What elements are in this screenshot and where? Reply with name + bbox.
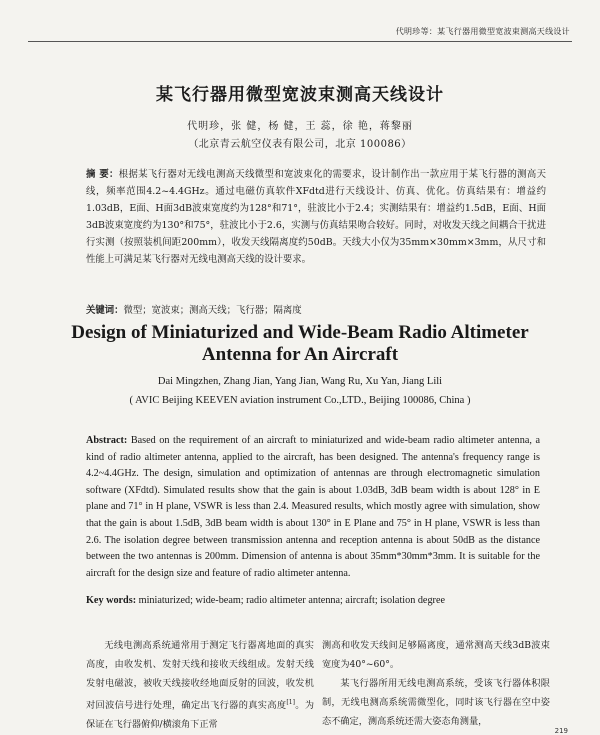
left-column-text: 无线电测高系统通常用于测定飞行器离地面的真实高度，由收发机、发射天线和接收天线组成。发射天线发射电磁波，被收天线接收经地面反射的回波，收发机对回波信号进行处理，确定出飞行器的真实高度 [86, 640, 314, 712]
running-header: 代明珍等：某飞行器用微型宽波束测高天线设计 [395, 27, 570, 36]
english-abstract-text: Based on the requirement of an aircraft to miniaturized and wide-beam radio altimeter antenna, a kind of radio altimeter antenna, applied to the aircraft, has been designed. The antenna's frequency range is 4.2~4.4GHz. The design, simulation and optimization of antennas are through electromagnetic simulation software (XFdtd). Simulated results show that the gain is about 1.03dB, 3dB beam width is about 128° in E plane and 71° in H plane, VSWR is less than 2.4. Measured results, which mostly agree with simulation, show that the gain is about 1.5dB, 3dB beam width is about 130° in E Plane and 75° in H plane, VSWR is less than 2.6. The isolation degree between transmission antenna and reception antenna is about 50dB as the distance between the two antennas is 200mm. Dimension of antenna is about 35mm*30mm*3mm. It is suitable for the aircraft for the design size and feature of radio altimeter antenna. [86, 435, 540, 579]
chinese-keywords-text: 微型；宽波束；测高天线；飞行器；隔离度 [123, 305, 302, 316]
left-column-tail: 。为保证在飞行器俯仰/横滚角下正常 [86, 700, 315, 731]
chinese-keywords-label: 关键词： [86, 305, 124, 316]
right-column-paragraph-2-text: 某飞行器所用无线电测高系统，受该飞行器体积限制，无线电测高系统需微型化，同时该飞行器在空中姿态不确定，测高系统还需大姿态角测量， [322, 678, 550, 727]
chinese-title: 某飞行器用微型宽波束测高天线设计 [156, 85, 444, 105]
page-number: 219 [554, 727, 568, 735]
english-keywords-text: miniaturized; wide-beam; radio altimeter antenna; aircraft; isolation degree [138, 595, 445, 606]
chinese-keywords [86, 302, 546, 316]
english-title: Design of Miniaturized and Wide-Beam Radio Altimeter Antenna for An Aircraft [71, 322, 529, 365]
right-column-paragraph-1: 测高和收发天线间足够隔离度，通常测高天线3dB波束宽度为40°~60°。 [322, 640, 550, 670]
english-keywords-label: Key words: [86, 595, 137, 606]
header-rule [28, 41, 572, 42]
english-abstract [86, 433, 540, 582]
body-left-column [86, 636, 314, 734]
chinese-abstract-label: 摘 要： [86, 169, 119, 180]
right-column-paragraph-2 [322, 674, 550, 731]
chinese-affiliation: （北京青云航空仪表有限公司，北京 100086） [188, 139, 412, 150]
english-affiliation: ( AVIC Beijing KEEVEN aviation instrument Co.,LTD., Beijing 100086, China ) [129, 395, 471, 406]
english-keywords [86, 595, 546, 606]
reference-marker: [1] [286, 699, 295, 706]
chinese-abstract-text: 根据某飞行器对无线电测高天线微型和宽波束化的需要求，设计制作出一款应用于某飞行器的测高天线，频率范围4.2~4.4GHz。通过电磁仿真软件XFdtd进行天线设计、仿真、优化。仿真结果有：增益约1.03dB，E面、H面3dB波束宽度约为128°和71°，驻波比小于2.4；实测结果有：增益约1.5dB，E面、H面3dB波束宽度约为130°和75°，驻波比小于2.6，实测与仿真结果吻合较好。同时，对收发天线之间耦合干扰进行实测（按照装机间距200mm），收发天线隔离度约50dB。天线大小仅为35mm×30mm×3mm，从尺寸和性能上可满足某飞行器对无线电测高天线的设计要求。 [86, 169, 546, 265]
chinese-authors: 代明珍，张 健，杨 健，王 蕊，徐 艳，蒋黎丽 [187, 121, 413, 132]
english-abstract-label: Abstract: [86, 435, 128, 446]
english-authors: Dai Mingzhen, Zhang Jian, Yang Jian, Wang Ru, Xu Yan, Jiang Lili [157, 376, 443, 387]
body-right-column [322, 636, 550, 731]
chinese-abstract [86, 166, 546, 268]
left-column-paragraph [86, 636, 314, 734]
